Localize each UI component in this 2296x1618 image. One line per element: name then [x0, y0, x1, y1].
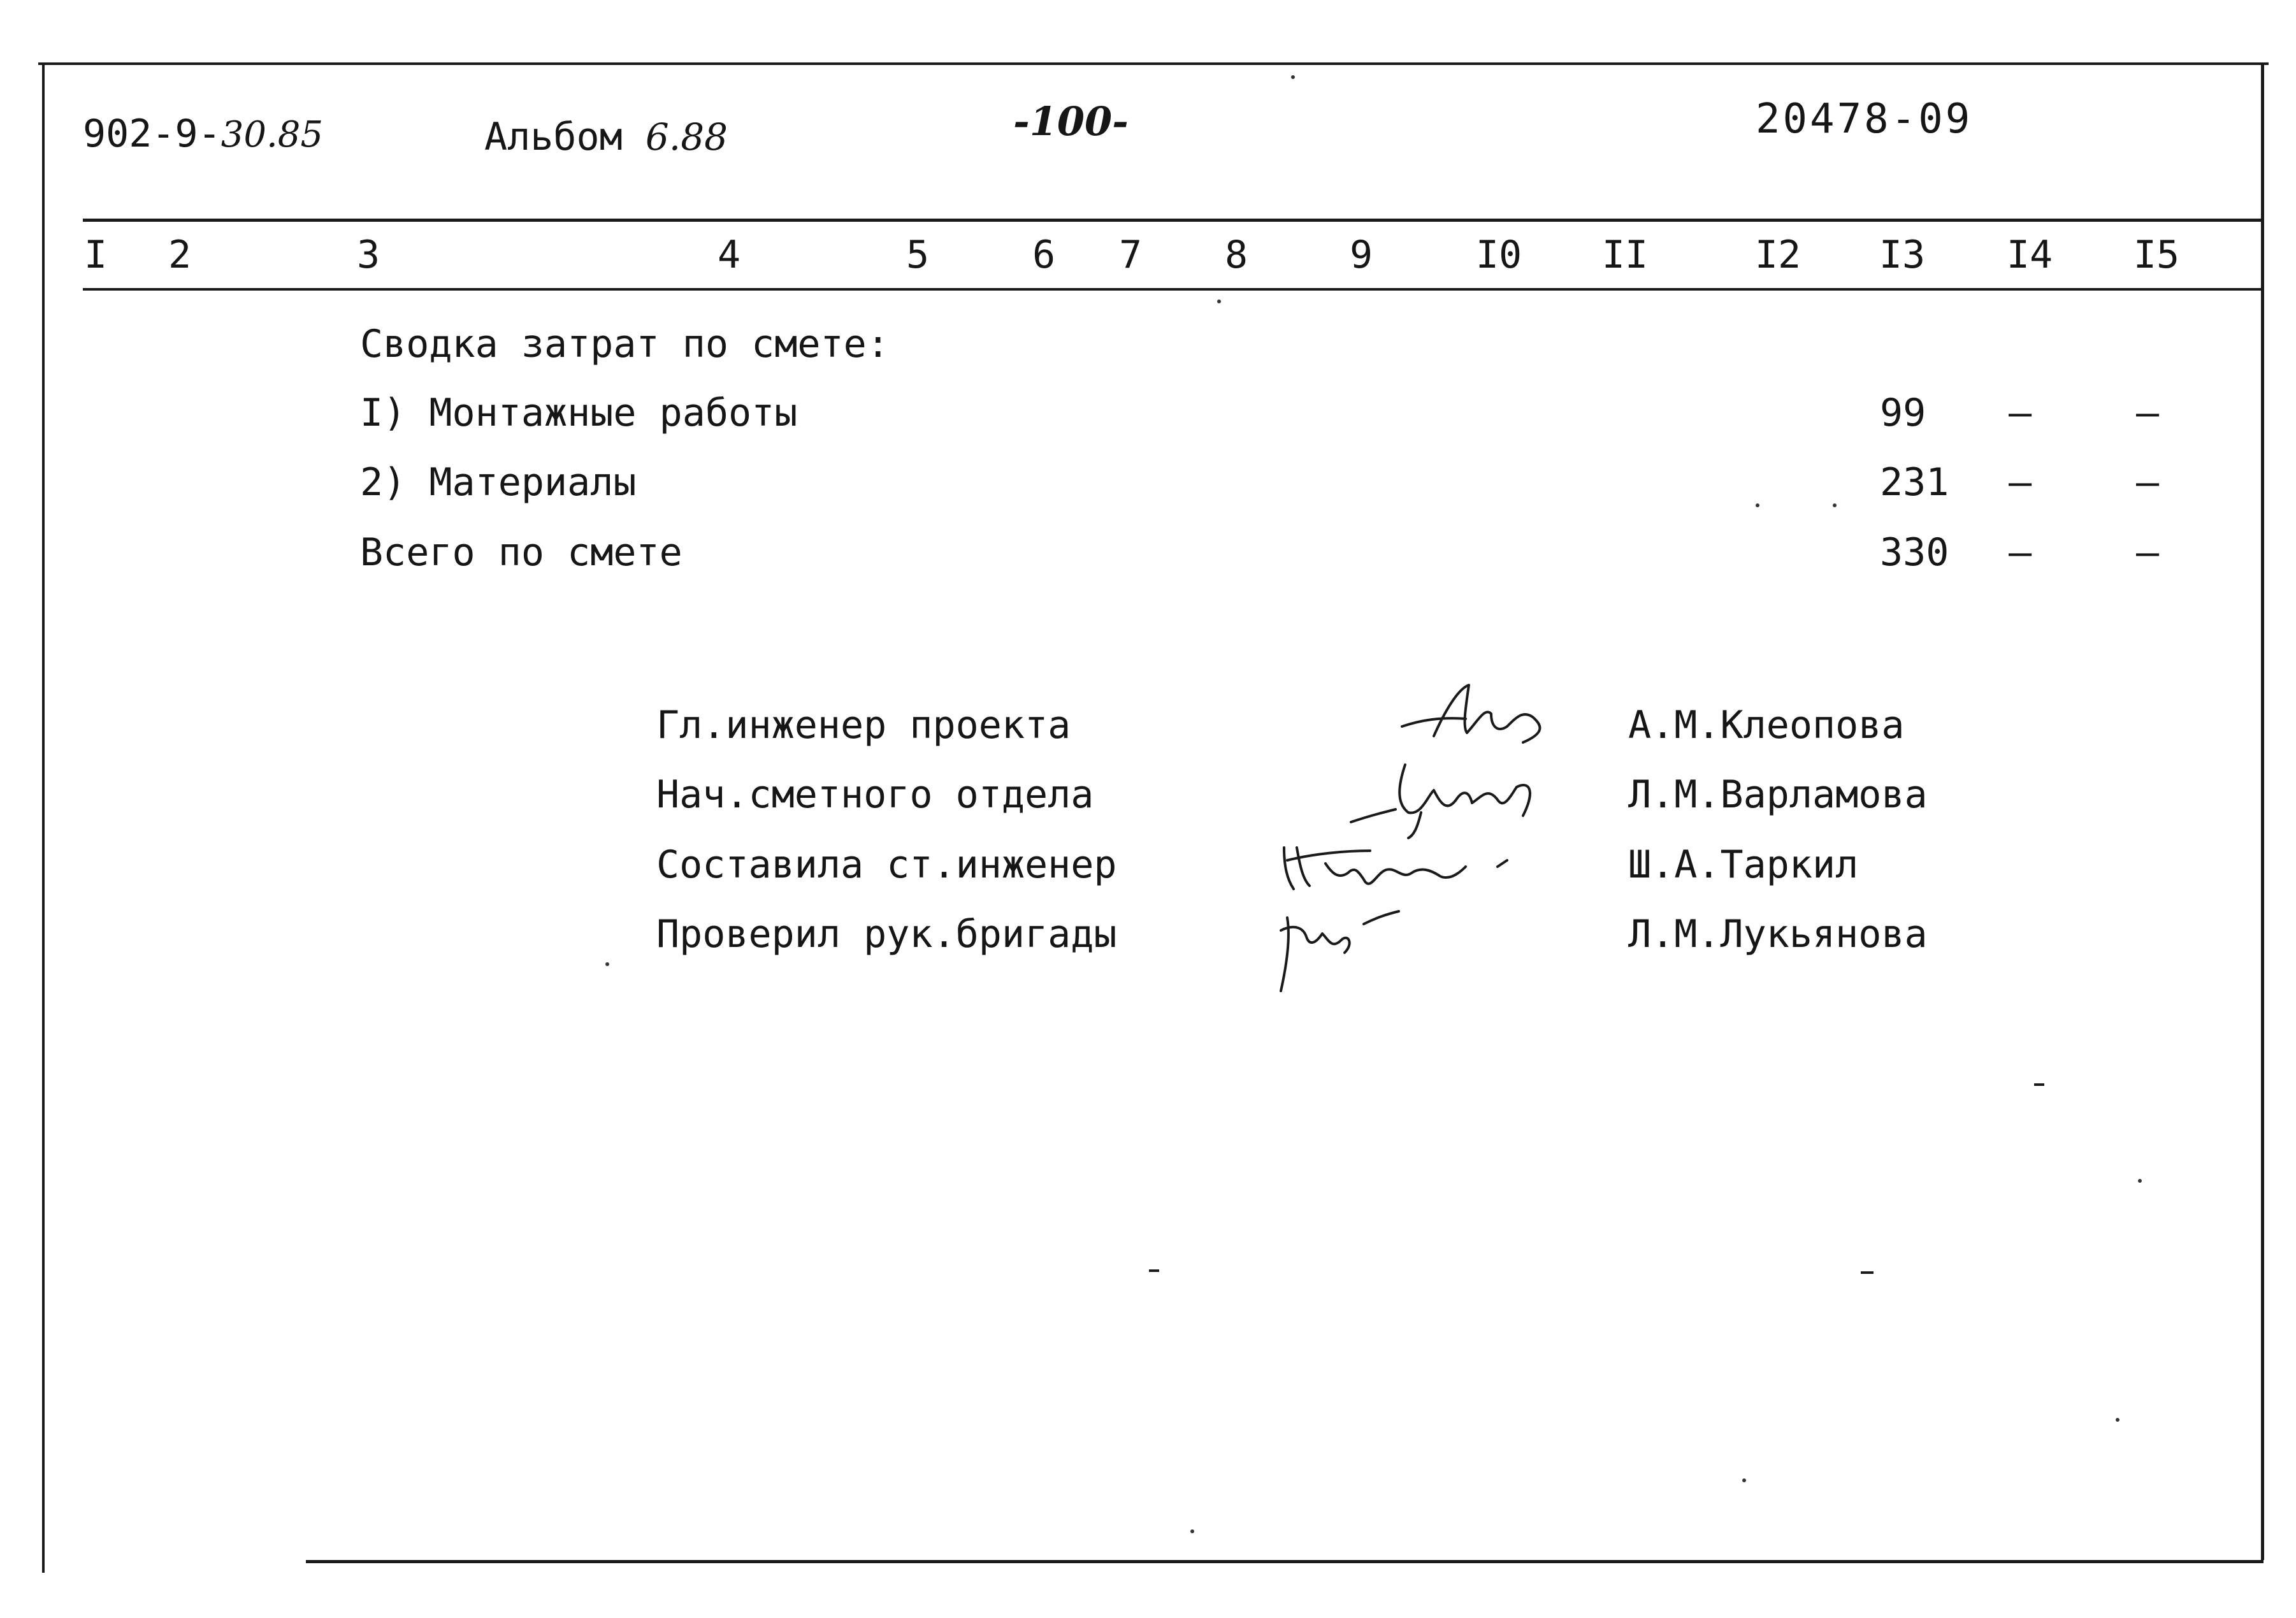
column-number: 9 — [1349, 233, 1373, 277]
column-number: 2 — [168, 233, 192, 277]
frame-bottom-border — [306, 1560, 2264, 1563]
column-number: 6 — [1032, 233, 1056, 277]
frame-right-border — [2261, 62, 2264, 1560]
column-number: 8 — [1224, 233, 1248, 277]
summary-row-col15: – — [2136, 460, 2160, 505]
summary-row-label: Всего по смете — [360, 530, 682, 575]
signature-name: Л.М.Варламова — [1628, 772, 1928, 817]
summary-row-col14: – — [2009, 530, 2032, 575]
signature-name: А.М.Клеопова — [1628, 703, 1905, 748]
signature-role: Составила ст.инженер — [656, 842, 1117, 887]
handwritten-signature-3 — [1274, 835, 1523, 905]
column-number: I0 — [1475, 233, 1522, 277]
column-number: 5 — [906, 233, 930, 277]
scan-speck — [1190, 1529, 1194, 1533]
column-number: 4 — [717, 233, 741, 277]
summary-row-col15: – — [2136, 391, 2160, 435]
summary-row-label: I) Монтажные работы — [360, 391, 798, 435]
signature-role: Гл.инженер проекта — [656, 703, 1071, 748]
doc-code-handwritten: 30.85 — [220, 114, 324, 155]
column-number: II — [1601, 233, 1649, 277]
album-label: Альбом — [484, 115, 623, 159]
frame-left-border — [42, 62, 45, 1573]
signature-name: Л.М.Лукьянова — [1628, 912, 1928, 957]
doc-code — [83, 112, 324, 156]
sheet-code: 20478-09 — [1756, 96, 1973, 143]
column-number: I2 — [1754, 233, 1801, 277]
signature-role: Нач.сметного отдела — [656, 772, 1094, 817]
summary-row-col15: – — [2136, 530, 2160, 575]
handwritten-signature-1 — [1396, 682, 1561, 752]
frame-top-border — [38, 62, 2269, 65]
column-number: I3 — [1879, 233, 1926, 277]
scan-speck — [2138, 1179, 2142, 1183]
scan-speck — [1291, 75, 1295, 79]
column-header-top-rule — [83, 219, 2262, 222]
column-number: I4 — [2006, 233, 2053, 277]
scan-speck — [605, 962, 609, 966]
column-number: I — [83, 233, 108, 277]
scan-speck — [1861, 1271, 1874, 1274]
column-number: 3 — [356, 233, 380, 277]
page-number: -100- — [1013, 98, 1129, 145]
scan-speck — [1217, 300, 1221, 303]
album-number: 6.88 — [645, 115, 728, 159]
signature-role: Проверил рук.бригады — [656, 912, 1117, 957]
scan-speck — [1742, 1478, 1746, 1482]
scan-speck — [1149, 1269, 1159, 1272]
scan-speck — [1833, 503, 1837, 507]
handwritten-signature-4 — [1268, 905, 1415, 1000]
column-header-bottom-rule — [83, 288, 2262, 291]
summary-row-col13: 330 — [1880, 530, 1949, 575]
column-number: I5 — [2133, 233, 2180, 277]
scan-speck — [1756, 503, 1759, 507]
summary-row-col13: 231 — [1880, 460, 1949, 505]
doc-code-printed: 902-9- — [83, 112, 221, 156]
summary-row-col13: 99 — [1880, 391, 1926, 435]
summary-row-label: 2) Материалы — [360, 460, 637, 505]
album-info — [484, 115, 728, 159]
summary-row-col14: – — [2009, 460, 2032, 505]
summary-title: Сводка затрат по смете: — [360, 322, 890, 366]
summary-row-col14: – — [2009, 391, 2032, 435]
column-number: 7 — [1118, 233, 1143, 277]
scan-speck — [2034, 1083, 2044, 1086]
signature-name: Ш.А.Таркил — [1628, 842, 1859, 887]
handwritten-signature-2 — [1345, 752, 1555, 841]
scan-speck — [2116, 1418, 2119, 1422]
